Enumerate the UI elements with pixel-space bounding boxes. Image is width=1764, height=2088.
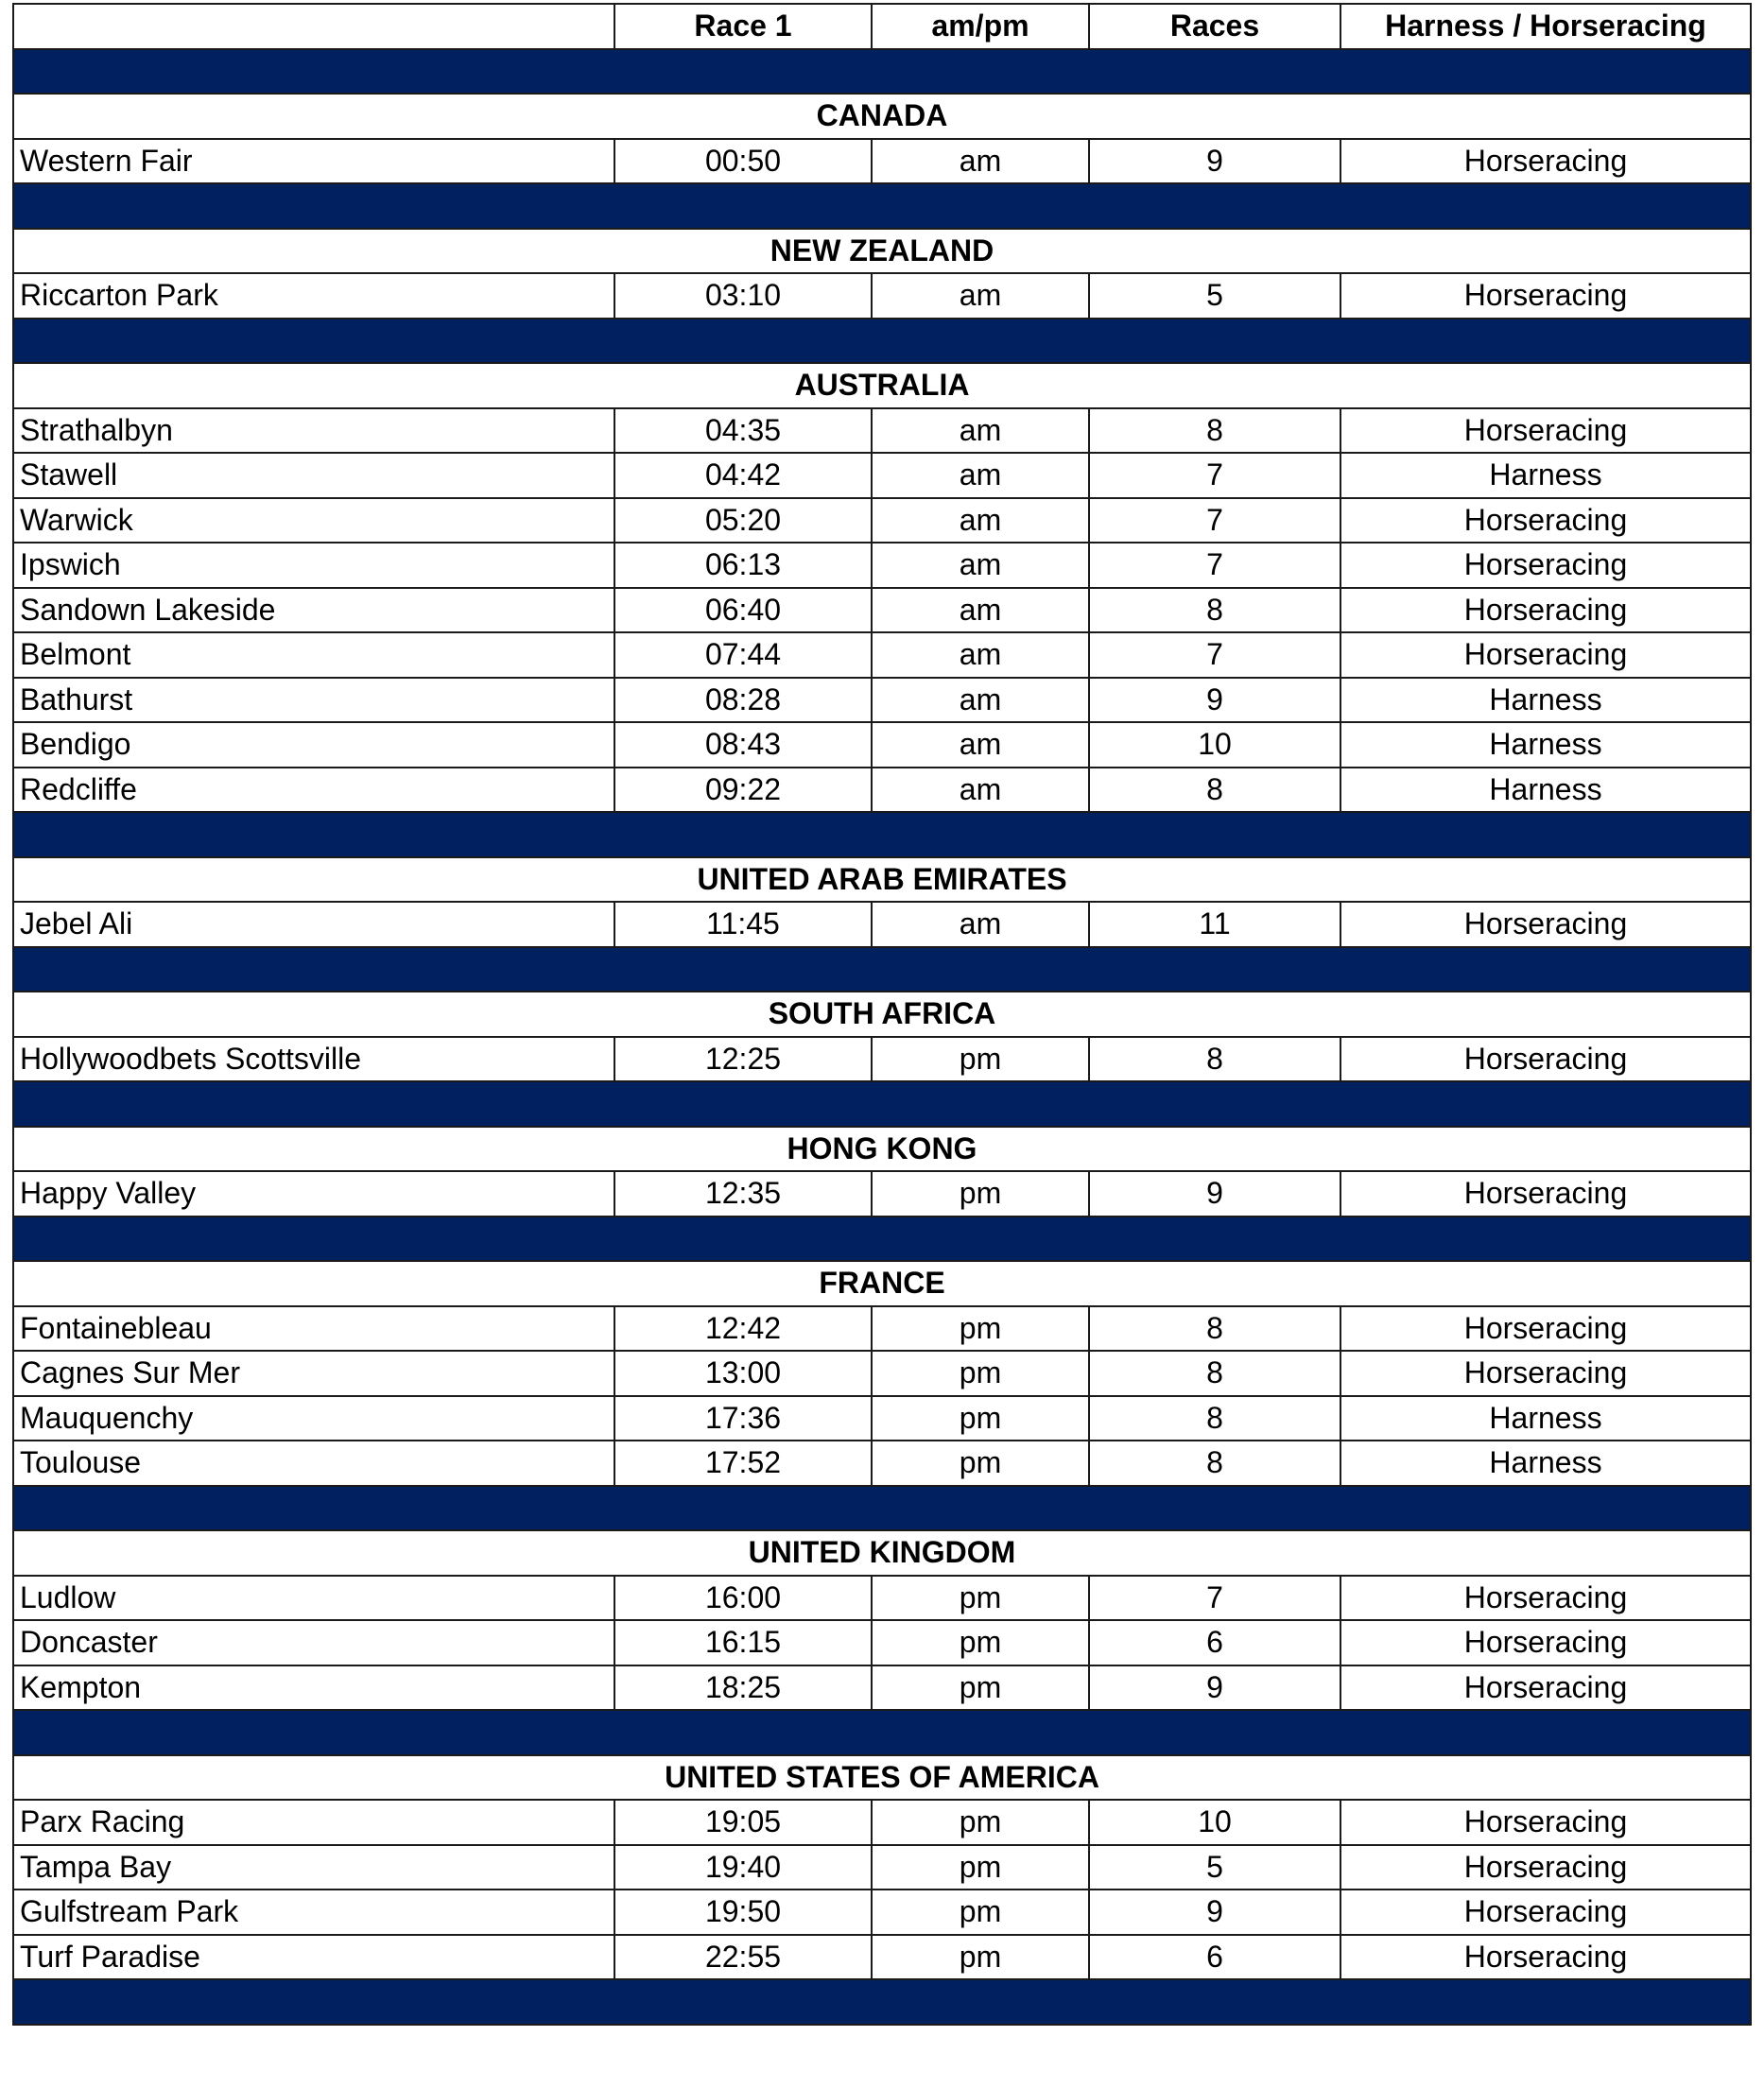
country-heading: AUSTRALIA	[13, 363, 1751, 408]
ampm-cell: am	[872, 722, 1089, 768]
ampm-cell: pm	[872, 1441, 1089, 1486]
ampm-cell: am	[872, 543, 1089, 588]
race1-time-cell: 07:44	[614, 632, 872, 678]
country-heading-row	[13, 857, 1751, 903]
venue-cell: Sandown Lakeside	[13, 588, 614, 633]
ampm-cell: pm	[872, 1845, 1089, 1890]
race-type-cell: Horseracing	[1340, 1665, 1751, 1711]
ampm-cell: am	[872, 139, 1089, 184]
separator-bar	[13, 1217, 1751, 1262]
races-count-cell: 7	[1089, 453, 1340, 498]
races-count-cell: 7	[1089, 543, 1340, 588]
section-separator	[13, 49, 1751, 95]
race-type-cell: Horseracing	[1340, 902, 1751, 947]
table-row	[13, 139, 1751, 184]
race1-time-cell: 08:43	[614, 722, 872, 768]
ampm-cell: pm	[872, 1306, 1089, 1352]
ampm-cell: am	[872, 498, 1089, 544]
race1-time-cell: 08:28	[614, 678, 872, 723]
venue-cell: Stawell	[13, 453, 614, 498]
schedule-body	[13, 49, 1751, 2025]
table-row	[13, 1171, 1751, 1217]
country-heading: UNITED KINGDOM	[13, 1530, 1751, 1576]
separator-bar	[13, 49, 1751, 95]
table-row	[13, 1800, 1751, 1845]
venue-cell: Bathurst	[13, 678, 614, 723]
race-type-cell: Horseracing	[1340, 543, 1751, 588]
race1-time-cell: 16:00	[614, 1576, 872, 1621]
venue-cell: Hollywoodbets Scottsville	[13, 1037, 614, 1082]
ampm-cell: pm	[872, 1396, 1089, 1441]
race-type-cell: Horseracing	[1340, 1351, 1751, 1396]
race-type-cell: Harness	[1340, 722, 1751, 768]
races-count-cell: 8	[1089, 408, 1340, 454]
race1-time-cell: 12:35	[614, 1171, 872, 1217]
table-row	[13, 408, 1751, 454]
race-type-cell: Horseracing	[1340, 1576, 1751, 1621]
table-row	[13, 1037, 1751, 1082]
races-count-cell: 7	[1089, 1576, 1340, 1621]
race1-time-cell: 03:10	[614, 273, 872, 319]
race-type-cell: Horseracing	[1340, 1800, 1751, 1845]
header-row	[13, 4, 1751, 49]
race-type-cell: Horseracing	[1340, 139, 1751, 184]
section-separator	[13, 947, 1751, 992]
separator-bar	[13, 1710, 1751, 1755]
table-row	[13, 1306, 1751, 1352]
race1-time-cell: 11:45	[614, 902, 872, 947]
race-type-cell: Harness	[1340, 453, 1751, 498]
venue-cell: Jebel Ali	[13, 902, 614, 947]
race1-time-cell: 12:42	[614, 1306, 872, 1352]
venue-cell: Bendigo	[13, 722, 614, 768]
country-heading-row	[13, 1261, 1751, 1306]
ampm-cell: pm	[872, 1890, 1089, 1935]
venue-cell: Strathalbyn	[13, 408, 614, 454]
races-count-cell: 9	[1089, 139, 1340, 184]
ampm-cell: am	[872, 768, 1089, 813]
race-type-cell: Horseracing	[1340, 1935, 1751, 1980]
venue-cell: Ludlow	[13, 1576, 614, 1621]
race1-time-cell: 00:50	[614, 139, 872, 184]
races-count-cell: 10	[1089, 1800, 1340, 1845]
header-races: Races	[1089, 4, 1340, 49]
separator-bar	[13, 183, 1751, 229]
table-row	[13, 678, 1751, 723]
race1-time-cell: 13:00	[614, 1351, 872, 1396]
race-type-cell: Horseracing	[1340, 408, 1751, 454]
country-heading: NEW ZEALAND	[13, 229, 1751, 274]
race1-time-cell: 17:52	[614, 1441, 872, 1486]
races-count-cell: 11	[1089, 902, 1340, 947]
races-count-cell: 6	[1089, 1620, 1340, 1665]
table-row	[13, 543, 1751, 588]
race-type-cell: Horseracing	[1340, 1620, 1751, 1665]
venue-cell: Warwick	[13, 498, 614, 544]
race1-time-cell: 19:05	[614, 1800, 872, 1845]
table-row	[13, 1845, 1751, 1890]
races-count-cell: 8	[1089, 1306, 1340, 1352]
ampm-cell: pm	[872, 1935, 1089, 1980]
races-count-cell: 5	[1089, 1845, 1340, 1890]
section-separator	[13, 1486, 1751, 1531]
ampm-cell: pm	[872, 1665, 1089, 1711]
header-ampm: am/pm	[872, 4, 1089, 49]
country-heading-row	[13, 363, 1751, 408]
race-type-cell: Harness	[1340, 678, 1751, 723]
country-heading: CANADA	[13, 94, 1751, 139]
race-type-cell: Harness	[1340, 768, 1751, 813]
separator-bar	[13, 1486, 1751, 1531]
country-heading-row	[13, 229, 1751, 274]
table-row	[13, 1935, 1751, 1980]
table-row	[13, 588, 1751, 633]
ampm-cell: am	[872, 273, 1089, 319]
venue-cell: Gulfstream Park	[13, 1890, 614, 1935]
races-count-cell: 8	[1089, 1396, 1340, 1441]
country-heading: UNITED ARAB EMIRATES	[13, 857, 1751, 903]
races-count-cell: 8	[1089, 1351, 1340, 1396]
country-heading-row	[13, 992, 1751, 1037]
header-race1: Race 1	[614, 4, 872, 49]
races-count-cell: 5	[1089, 273, 1340, 319]
table-row	[13, 453, 1751, 498]
race-type-cell: Horseracing	[1340, 273, 1751, 319]
table-row	[13, 273, 1751, 319]
race1-time-cell: 06:13	[614, 543, 872, 588]
race-type-cell: Horseracing	[1340, 1845, 1751, 1890]
country-heading: HONG KONG	[13, 1127, 1751, 1172]
table-row	[13, 1890, 1751, 1935]
race1-time-cell: 06:40	[614, 588, 872, 633]
table-row	[13, 902, 1751, 947]
race-type-cell: Horseracing	[1340, 498, 1751, 544]
separator-bar	[13, 1081, 1751, 1127]
race-type-cell: Horseracing	[1340, 632, 1751, 678]
country-heading: FRANCE	[13, 1261, 1751, 1306]
race1-time-cell: 04:35	[614, 408, 872, 454]
race-schedule-table	[12, 3, 1752, 2026]
ampm-cell: pm	[872, 1037, 1089, 1082]
venue-cell: Mauquenchy	[13, 1396, 614, 1441]
country-heading-row	[13, 1127, 1751, 1172]
ampm-cell: am	[872, 632, 1089, 678]
separator-bar	[13, 812, 1751, 857]
country-heading: SOUTH AFRICA	[13, 992, 1751, 1037]
table-row	[13, 1576, 1751, 1621]
ampm-cell: am	[872, 902, 1089, 947]
race1-time-cell: 22:55	[614, 1935, 872, 1980]
country-heading-row	[13, 1755, 1751, 1801]
table-row	[13, 498, 1751, 544]
table-row	[13, 632, 1751, 678]
country-heading: UNITED STATES OF AMERICA	[13, 1755, 1751, 1801]
venue-cell: Belmont	[13, 632, 614, 678]
races-count-cell: 8	[1089, 1037, 1340, 1082]
race1-time-cell: 05:20	[614, 498, 872, 544]
section-separator	[13, 1979, 1751, 2025]
section-separator	[13, 1081, 1751, 1127]
race1-time-cell: 19:50	[614, 1890, 872, 1935]
venue-cell: Cagnes Sur Mer	[13, 1351, 614, 1396]
race1-time-cell: 19:40	[614, 1845, 872, 1890]
separator-bar	[13, 319, 1751, 364]
venue-cell: Tampa Bay	[13, 1845, 614, 1890]
ampm-cell: am	[872, 453, 1089, 498]
separator-bar	[13, 1979, 1751, 2025]
venue-cell: Turf Paradise	[13, 1935, 614, 1980]
race1-time-cell: 16:15	[614, 1620, 872, 1665]
races-count-cell: 6	[1089, 1935, 1340, 1980]
table-row	[13, 722, 1751, 768]
venue-cell: Parx Racing	[13, 1800, 614, 1845]
race-type-cell: Horseracing	[1340, 1037, 1751, 1082]
ampm-cell: pm	[872, 1171, 1089, 1217]
race-type-cell: Harness	[1340, 1441, 1751, 1486]
race-type-cell: Harness	[1340, 1396, 1751, 1441]
races-count-cell: 9	[1089, 1665, 1340, 1711]
table-row	[13, 1665, 1751, 1711]
race1-time-cell: 18:25	[614, 1665, 872, 1711]
race-type-cell: Horseracing	[1340, 588, 1751, 633]
venue-cell: Toulouse	[13, 1441, 614, 1486]
ampm-cell: am	[872, 408, 1089, 454]
venue-cell: Kempton	[13, 1665, 614, 1711]
venue-cell: Redcliffe	[13, 768, 614, 813]
table-row	[13, 768, 1751, 813]
section-separator	[13, 1710, 1751, 1755]
race-type-cell: Horseracing	[1340, 1306, 1751, 1352]
races-count-cell: 10	[1089, 722, 1340, 768]
section-separator	[13, 183, 1751, 229]
table-row	[13, 1620, 1751, 1665]
country-heading-row	[13, 94, 1751, 139]
venue-cell: Ipswich	[13, 543, 614, 588]
separator-bar	[13, 947, 1751, 992]
ampm-cell: pm	[872, 1576, 1089, 1621]
race1-time-cell: 09:22	[614, 768, 872, 813]
ampm-cell: am	[872, 588, 1089, 633]
venue-cell: Doncaster	[13, 1620, 614, 1665]
races-count-cell: 9	[1089, 1890, 1340, 1935]
header-type: Harness / Horseracing	[1340, 4, 1751, 49]
venue-cell: Riccarton Park	[13, 273, 614, 319]
race1-time-cell: 12:25	[614, 1037, 872, 1082]
venue-cell: Fontainebleau	[13, 1306, 614, 1352]
race1-time-cell: 17:36	[614, 1396, 872, 1441]
country-heading-row	[13, 1530, 1751, 1576]
section-separator	[13, 812, 1751, 857]
table-row	[13, 1441, 1751, 1486]
ampm-cell: pm	[872, 1800, 1089, 1845]
races-count-cell: 7	[1089, 632, 1340, 678]
table-row	[13, 1351, 1751, 1396]
section-separator	[13, 1217, 1751, 1262]
races-count-cell: 8	[1089, 768, 1340, 813]
venue-cell: Happy Valley	[13, 1171, 614, 1217]
races-count-cell: 8	[1089, 588, 1340, 633]
ampm-cell: pm	[872, 1620, 1089, 1665]
race-type-cell: Horseracing	[1340, 1890, 1751, 1935]
table-row	[13, 1396, 1751, 1441]
race-type-cell: Horseracing	[1340, 1171, 1751, 1217]
ampm-cell: am	[872, 678, 1089, 723]
header-venue	[13, 4, 614, 49]
races-count-cell: 9	[1089, 1171, 1340, 1217]
races-count-cell: 7	[1089, 498, 1340, 544]
ampm-cell: pm	[872, 1351, 1089, 1396]
races-count-cell: 9	[1089, 678, 1340, 723]
section-separator	[13, 319, 1751, 364]
races-count-cell: 8	[1089, 1441, 1340, 1486]
venue-cell: Western Fair	[13, 139, 614, 184]
race1-time-cell: 04:42	[614, 453, 872, 498]
